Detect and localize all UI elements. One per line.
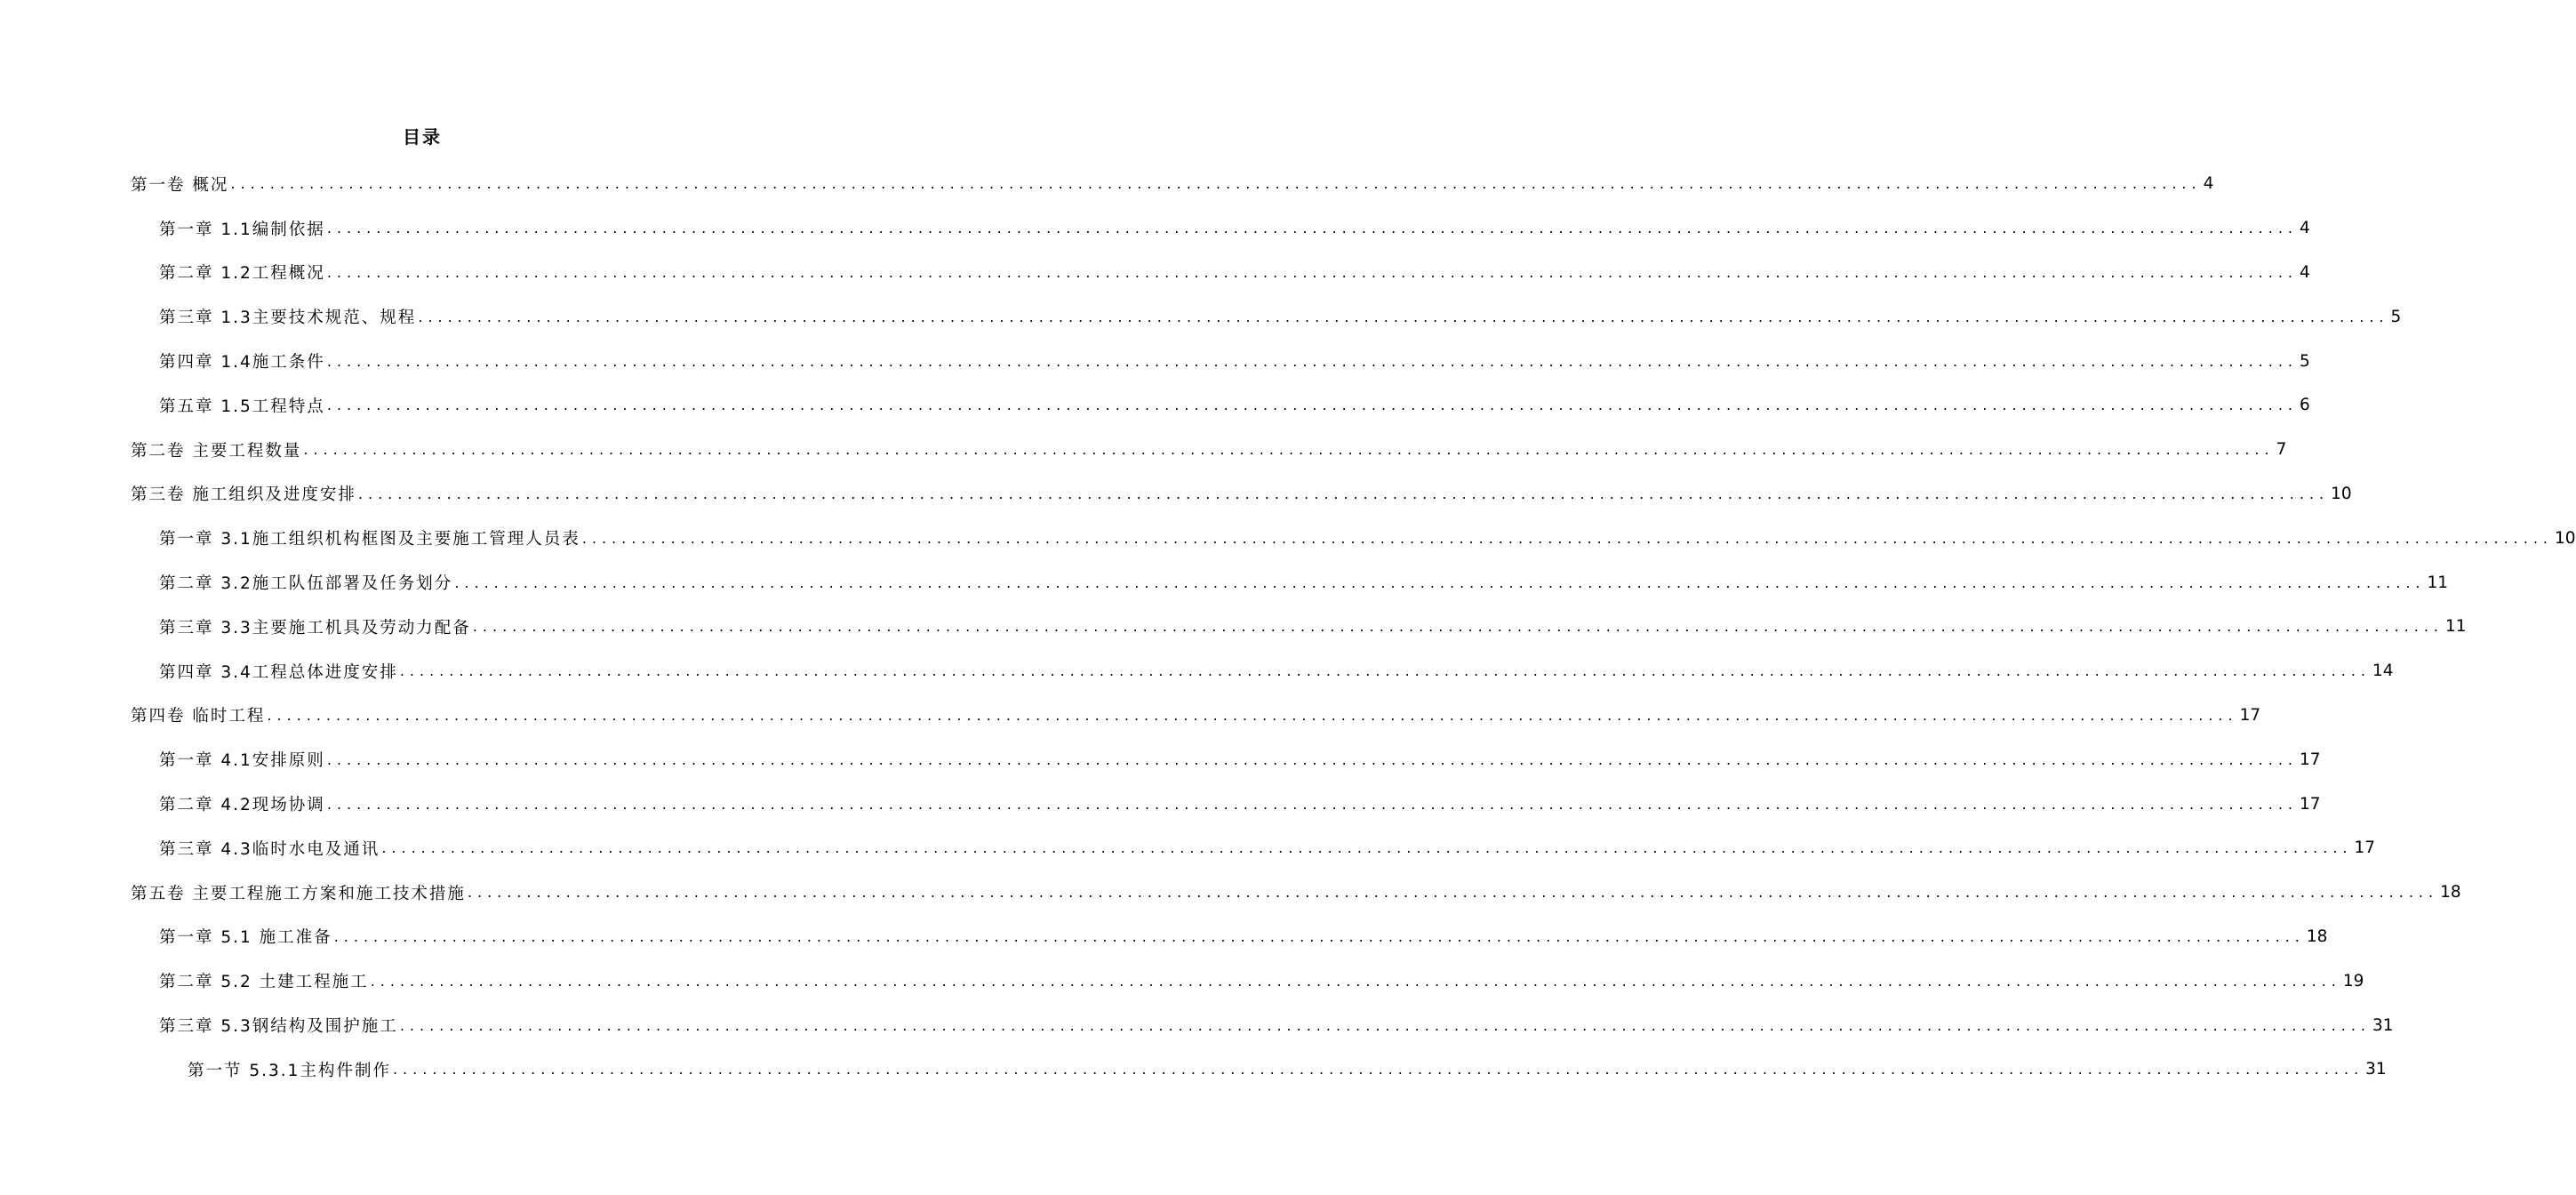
toc-leader-dots: ........................................................................................................................................................................................................ (303, 441, 2275, 459)
toc-entry-label: 第一节 5.3.1主构件制作 (188, 1061, 391, 1080)
toc-leader-dots: ........................................................................................................................................................................................................ (267, 706, 2238, 724)
toc-leader-dots: ........................................................................................................................................................................................................ (418, 308, 2389, 325)
toc-entry-label: 第三卷 施工组织及进度安排 (131, 485, 356, 505)
toc-entry-page-number: 17 (2300, 750, 2321, 769)
toc-entry[interactable] (0, 472, 2352, 517)
toc-entry[interactable] (0, 516, 2576, 560)
toc-entry[interactable] (0, 649, 2394, 694)
toc-entry-page-number: 18 (2306, 926, 2328, 946)
toc-entry[interactable] (0, 383, 2310, 428)
toc-entry[interactable] (0, 915, 2328, 959)
toc-leader-dots: ........................................................................................................................................................................................................ (399, 1016, 2371, 1034)
table-of-contents (0, 162, 2576, 1092)
toc-entry-label: 第三章 1.3主要技术规范、规程 (159, 309, 417, 328)
toc-entry[interactable] (0, 428, 2287, 472)
toc-entry-label: 第一章 3.1施工组织机构框图及主要施工管理人员表 (159, 530, 580, 549)
toc-entry-page-number: 4 (2300, 262, 2310, 282)
toc-entry-page-number: 7 (2276, 440, 2287, 460)
toc-leader-dots: ........................................................................................................................................................................................................ (467, 884, 2439, 902)
toc-entry[interactable] (0, 1003, 2394, 1047)
toc-leader-dots: ........................................................................................................................................................................................................ (381, 839, 2353, 857)
toc-entry-label: 第一章 5.1 施工准备 (159, 928, 332, 948)
toc-entry[interactable] (0, 958, 2364, 1003)
toc-entry-label: 第三章 5.3钢结构及围护施工 (159, 1017, 398, 1037)
toc-entry-page-number: 11 (2427, 573, 2449, 592)
toc-leader-dots: ........................................................................................................................................................................................................ (399, 662, 2371, 680)
toc-entry-page-number: 5 (2390, 307, 2402, 326)
toc-entry-label: 第二章 1.2工程概况 (159, 264, 325, 284)
toc-entry-page-number: 11 (2445, 617, 2467, 637)
toc-entry[interactable] (0, 294, 2402, 339)
toc-entry-label: 第二章 5.2 土建工程施工 (159, 973, 369, 992)
toc-entry[interactable] (0, 737, 2321, 782)
toc-entry-page-number: 14 (2372, 662, 2394, 681)
toc-leader-dots: ........................................................................................................................................................................................................ (326, 750, 2298, 768)
toc-entry[interactable] (0, 560, 2449, 605)
toc-entry[interactable] (0, 826, 2376, 870)
toc-leader-dots: ........................................................................................................................................................................................................ (472, 618, 2444, 636)
toc-entry-page-number: 10 (2555, 528, 2576, 548)
toc-entry-label: 第一章 4.1安排原则 (159, 751, 325, 771)
toc-entry-label: 第四章 3.4工程总体进度安排 (159, 662, 398, 682)
toc-entry[interactable] (0, 339, 2310, 383)
toc-entry[interactable] (0, 782, 2321, 826)
toc-entry-label: 第一章 1.1编制依据 (159, 220, 325, 239)
toc-leader-dots: ........................................................................................................................................................................................................ (392, 1061, 2364, 1079)
toc-entry-label: 第二章 4.2现场协调 (159, 796, 325, 815)
toc-entry-page-number: 6 (2300, 396, 2310, 415)
toc-entry-page-number: 17 (2354, 838, 2376, 858)
toc-leader-dots: ........................................................................................................................................................................................................ (230, 175, 2202, 193)
toc-entry[interactable] (0, 251, 2310, 295)
toc-entry[interactable] (0, 694, 2261, 738)
toc-leader-dots: ........................................................................................................................................................................................................ (326, 397, 2298, 414)
toc-entry-page-number: 4 (2203, 174, 2214, 194)
toc-entry[interactable] (0, 206, 2310, 251)
toc-leader-dots: ........................................................................................................................................................................................................ (581, 529, 2553, 547)
toc-entry-label: 第三章 3.3主要施工机具及劳动力配备 (159, 618, 471, 638)
toc-leader-dots: ........................................................................................................................................................................................................ (333, 927, 2305, 945)
toc-entry[interactable] (0, 870, 2461, 915)
toc-leader-dots: ........................................................................................................................................................................................................ (326, 795, 2298, 813)
toc-leader-dots: ........................................................................................................................................................................................................ (370, 972, 2341, 990)
toc-entry-label: 第五章 1.5工程特点 (159, 397, 325, 416)
toc-entry-label: 第五卷 主要工程施工方案和施工技术措施 (131, 884, 466, 903)
toc-entry-label: 第二卷 主要工程数量 (131, 441, 302, 461)
toc-entry-page-number: 18 (2440, 883, 2461, 902)
toc-entry-page-number: 31 (2365, 1060, 2387, 1079)
toc-entry-label: 第一卷 概况 (131, 175, 229, 195)
toc-leader-dots: ........................................................................................................................................................................................................ (326, 352, 2298, 370)
toc-entry-page-number: 17 (2300, 794, 2321, 814)
toc-entry[interactable] (0, 1047, 2387, 1092)
toc-leader-dots: ........................................................................................................................................................................................................ (357, 485, 2330, 502)
toc-leader-dots: ........................................................................................................................................................................................................ (326, 220, 2298, 237)
toc-entry-page-number: 17 (2239, 705, 2261, 725)
toc-entry-label: 第四章 1.4施工条件 (159, 353, 325, 373)
toc-entry-label: 第三章 4.3临时水电及通讯 (159, 839, 380, 859)
toc-leader-dots: ........................................................................................................................................................................................................ (454, 573, 2426, 591)
toc-entry-page-number: 19 (2342, 971, 2364, 990)
toc-entry-page-number: 5 (2300, 351, 2310, 371)
toc-title: 目录 (403, 126, 442, 148)
toc-entry-page-number: 4 (2300, 219, 2310, 238)
toc-entry[interactable] (0, 605, 2467, 649)
toc-entry-page-number: 10 (2331, 484, 2352, 503)
toc-entry[interactable] (0, 162, 2214, 206)
toc-entry-label: 第二章 3.2施工队伍部署及任务划分 (159, 574, 453, 594)
toc-entry-page-number: 31 (2372, 1015, 2394, 1035)
toc-entry-label: 第四卷 临时工程 (131, 707, 266, 726)
toc-leader-dots: ........................................................................................................................................................................................................ (326, 263, 2298, 281)
